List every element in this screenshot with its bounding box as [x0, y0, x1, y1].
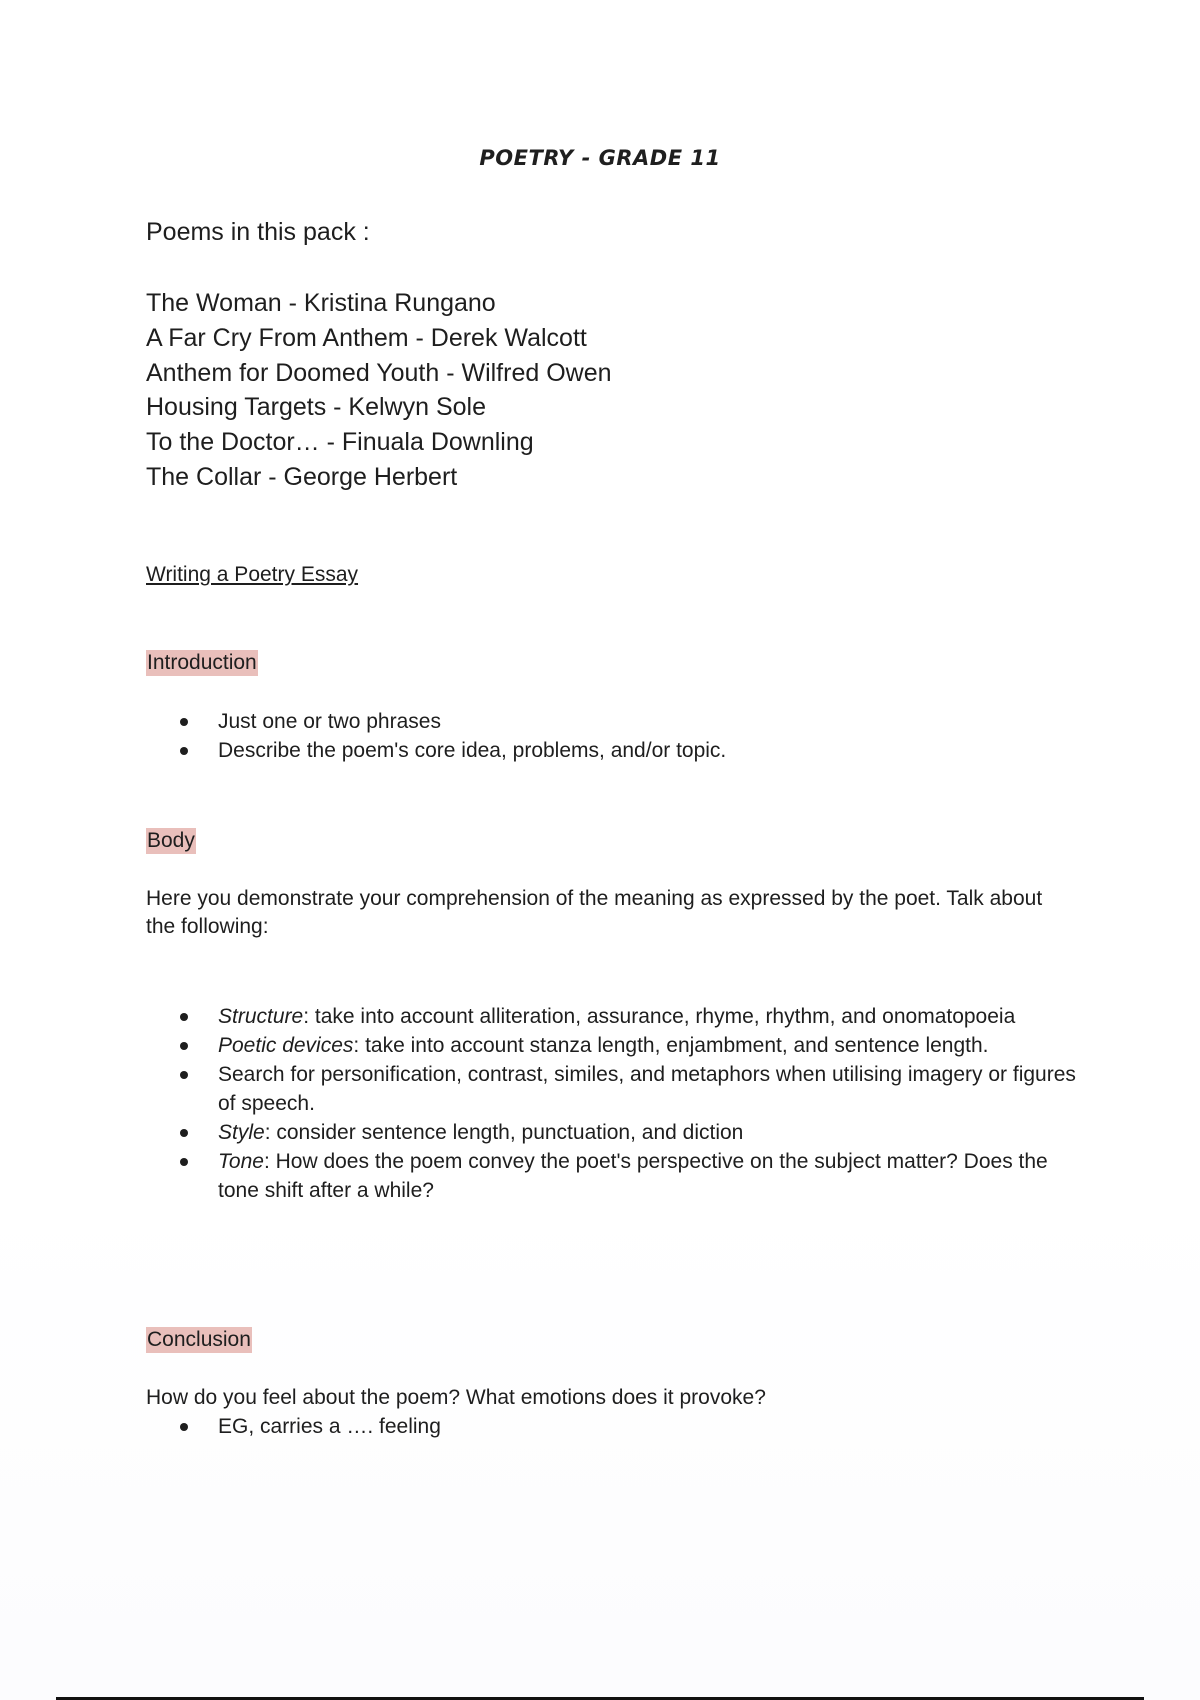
bullet-text: Describe the poem's core idea, problems, and/or topic. [218, 739, 727, 762]
bullet-term: Structure [218, 1005, 304, 1028]
poem-item: The Collar - George Herbert [146, 462, 458, 491]
body-paragraph: Here you demonstrate your comprehension of the meaning as expressed by the poet. Talk about the following: [146, 887, 1043, 938]
bullet-icon [180, 1013, 188, 1021]
bullet-text: : take into account stanza length, enjambment, and sentence length. [353, 1034, 989, 1057]
poem-item: The Woman - Kristina Rungano [146, 289, 496, 317]
bullet-icon [180, 1129, 188, 1137]
body-label: Body [147, 829, 195, 852]
bullet-term: Tone [218, 1150, 264, 1173]
introduction-label: Introduction [147, 651, 257, 674]
conclusion-bullets [146, 1412, 1076, 1441]
list-item [146, 1147, 1076, 1205]
bullet-text: Just one or two phrases [218, 710, 441, 733]
list-item [146, 1002, 1076, 1031]
bullet-term: Style [218, 1121, 265, 1144]
poem-item: Anthem for Doomed Youth - Wilfred Owen [146, 358, 612, 387]
poem-item: To the Doctor… - Finuala Downling [146, 428, 534, 457]
bullet-text: : How does the poem convey the poet's perspective on the subject matter? Does the tone shift after a while? [218, 1150, 1048, 1202]
bullet-text: Search for personification, contrast, similes, and metaphors when utilising imagery or figures of speech. [218, 1063, 1076, 1115]
bullet-icon [180, 1158, 188, 1166]
list-item [146, 736, 1076, 765]
bullet-icon [180, 1042, 188, 1050]
bullet-term: Poetic devices [218, 1034, 354, 1057]
bullet-text: : consider sentence length, punctuation, and diction [264, 1121, 744, 1144]
conclusion-paragraph: How do you feel about the poem? What emotions does it provoke? [146, 1386, 766, 1409]
bullet-icon [180, 747, 188, 755]
list-item [146, 1031, 1076, 1060]
list-item [146, 707, 1076, 736]
conclusion-label: Conclusion [147, 1328, 251, 1351]
bullet-text: : take into account alliteration, assurance, rhyme, rhythm, and onomatopoeia [303, 1005, 1016, 1028]
poem-list [146, 286, 612, 495]
essay-heading: Writing a Poetry Essay [146, 563, 359, 586]
page-title: POETRY - GRADE 11 [479, 146, 721, 170]
poem-item: Housing Targets - Kelwyn Sole [146, 393, 486, 422]
body-bullets [146, 1002, 1076, 1205]
bullet-icon [180, 1071, 188, 1079]
bullet-icon [180, 718, 188, 726]
list-item [146, 1118, 1076, 1147]
bullet-text: EG, carries a …. feeling [218, 1415, 441, 1438]
introduction-bullets [146, 707, 1076, 765]
poems-intro-line: Poems in this pack : [146, 218, 370, 246]
list-item [146, 1412, 1076, 1441]
bullet-icon [180, 1423, 188, 1431]
list-item [146, 1060, 1076, 1118]
poem-item: A Far Cry From Anthem - Derek Walcott [146, 323, 587, 352]
